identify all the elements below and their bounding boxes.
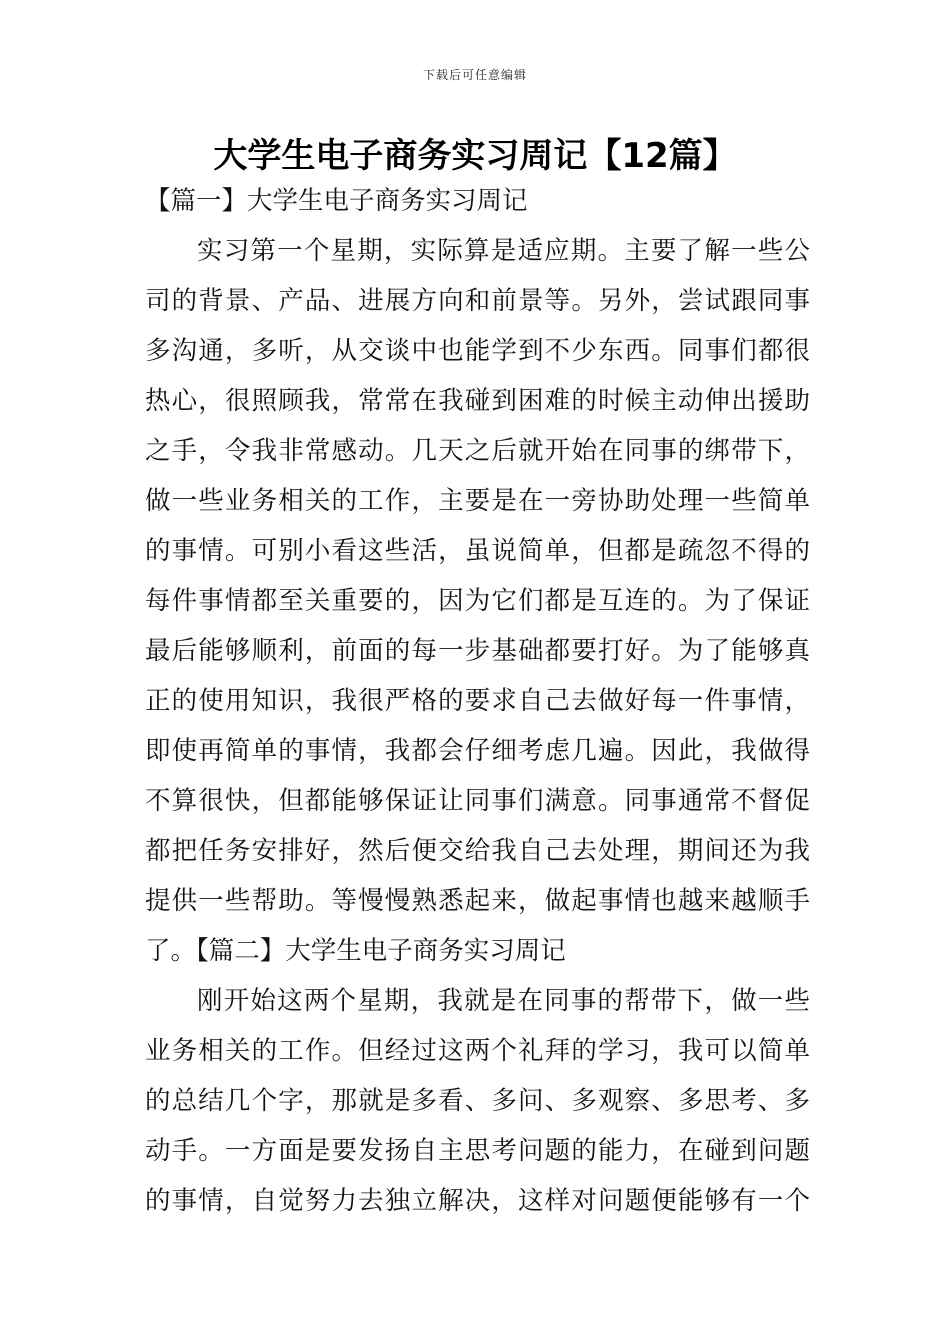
document-body	[145, 176, 810, 1226]
paragraph-line: 的总结几个字，那就是多看、多问、多观察、多思考、多	[145, 1086, 810, 1116]
paragraph-line: 每件事情都至关重要的，因为它们都是互连的。为了保证	[145, 586, 810, 616]
paragraph-line: 的事情。可别小看这些活，虽说简单，但都是疏忽不得的	[145, 536, 810, 566]
paragraph-line: 最后能够顺利，前面的每一步基础都要打好。为了能够真	[145, 636, 810, 666]
document-title: 大学生电子商务实习周记【12篇】	[213, 136, 737, 176]
paragraph-line: 做一些业务相关的工作，主要是在一旁协助处理一些简单	[145, 486, 810, 516]
paragraph-line: 都把任务安排好，然后便交给我自己去处理，期间还为我	[145, 836, 810, 866]
paragraph-line: 的事情，自觉努力去独立解决，这样对问题便能够有一个	[145, 1186, 810, 1216]
header-note: 下载后可任意编辑	[422, 68, 527, 82]
paragraph-line: 热心，很照顾我，常常在我碰到困难的时候主动伸出援助	[145, 386, 810, 416]
paragraph-line: 实习第一个星期，实际算是适应期。主要了解一些公	[197, 236, 810, 266]
section-heading-1: 【篇一】大学生电子商务实习周记	[145, 186, 528, 216]
paragraph-line: 动手。一方面是要发扬自主思考问题的能力，在碰到问题	[145, 1136, 810, 1166]
paragraph-line: 司的背景、产品、进展方向和前景等。另外，尝试跟同事	[145, 286, 810, 316]
paragraph-line: 之手，令我非常感动。几天之后就开始在同事的绑带下，	[145, 436, 810, 466]
paragraph-line-with-section-heading-2: 了。【篇二】大学生电子商务实习周记	[145, 936, 566, 966]
paragraph-line: 即使再简单的事情，我都会仔细考虑几遍。因此，我做得	[145, 736, 810, 766]
paragraph-line: 不算很快，但都能够保证让同事们满意。同事通常不督促	[145, 786, 810, 816]
paragraph-line: 多沟通，多听，从交谈中也能学到不少东西。同事们都很	[145, 336, 810, 366]
paragraph-line: 正的使用知识，我很严格的要求自己去做好每一件事情，	[145, 686, 810, 716]
paragraph-line: 提供一些帮助。等慢慢熟悉起来，做起事情也越来越顺手	[145, 886, 810, 916]
paragraph-line: 刚开始这两个星期，我就是在同事的帮带下，做一些	[197, 986, 810, 1016]
paragraph-line: 业务相关的工作。但经过这两个礼拜的学习，我可以简单	[145, 1036, 810, 1066]
